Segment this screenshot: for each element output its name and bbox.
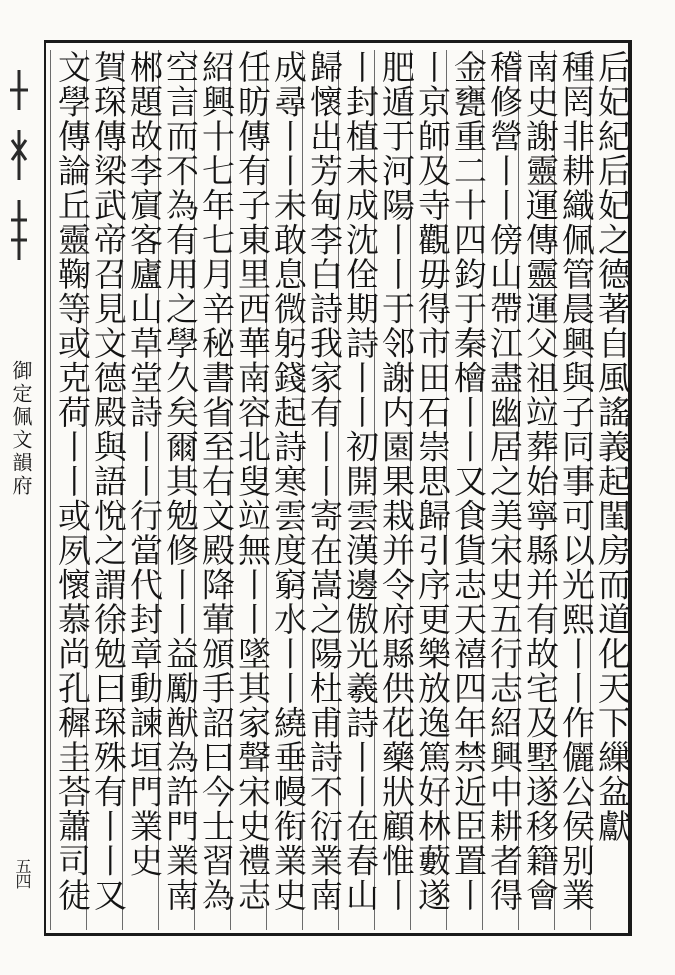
text-column-13: 空言而不為有用之學久矣爾其勉修丨丨益勵猷為許門業南 <box>158 50 201 930</box>
text-column-2: 種罔非耕織佩管晨興與子同事可以光熙丨丨作儷公侯别業 <box>554 50 597 930</box>
text-column-14: 郴題故李賔客廬山草堂詩丨丨行當代封章動諫垣門業史 <box>122 50 165 930</box>
page-margin <box>0 40 44 940</box>
text-column-15: 賀琛傳梁武帝召見文德殿與語悅之謂徐勉曰琛殊有丨丨又 <box>86 50 129 930</box>
text-column-12: 紹興十七年七月辛秘書省至右文殿降葷頒手詔曰今士習為 <box>194 50 237 930</box>
text-column-8: 丨封植未成沈佺期詩丨丨初開雲漢邊傲光羲詩丨丨在春山 <box>338 50 381 930</box>
text-column-9: 歸懷出芳甸李白詩我家有丨丨寄在嵩之陽杜甫詩不衍業南 <box>302 50 345 930</box>
text-column-10: 成尋丨丨未敢息微躬錢起詩寒雲度窮水丨丨繞垂幔衔業史 <box>266 50 309 930</box>
fishtail-ornament-icon <box>6 70 32 270</box>
text-column-1: 后妃紀后妃之德著自風謠義起閨房而道化天下繅盆獻 <box>590 50 633 930</box>
text-column-6: 丨京師及寺觀毋得市田石崇思歸引序更樂放逸篤好林藪遂 <box>410 50 453 930</box>
text-column-16: 文學傳論丘靈鞠等或克荷丨丨或夙懷慕尚孔穉圭荅蕭司徒 <box>50 50 93 930</box>
text-column-7: 肥遁于河陽丨丨于邻謝内園果栽并令府縣供花藥狀顧惟丨 <box>374 50 417 930</box>
text-column-4: 稽修營丨丨傍山帶江盡幽居之美宋史五行志紹興中耕者得 <box>482 50 525 930</box>
text-column-5: 金甕重二十四鈞于秦檜丨丨又食貨志天禧四年禁近臣置丨 <box>446 50 489 930</box>
page-number: 五四 <box>13 858 32 888</box>
text-column-11: 任昉傳有子東里西華南容北叟竝無丨丨墜其家聲宋史禮志 <box>230 50 273 930</box>
book-title: 御定佩文韻府 <box>9 360 33 498</box>
text-column-3: 南史謝靈運傳靈運父祖竝葬始寧縣并有故宅及墅遂移籍會 <box>518 50 561 930</box>
